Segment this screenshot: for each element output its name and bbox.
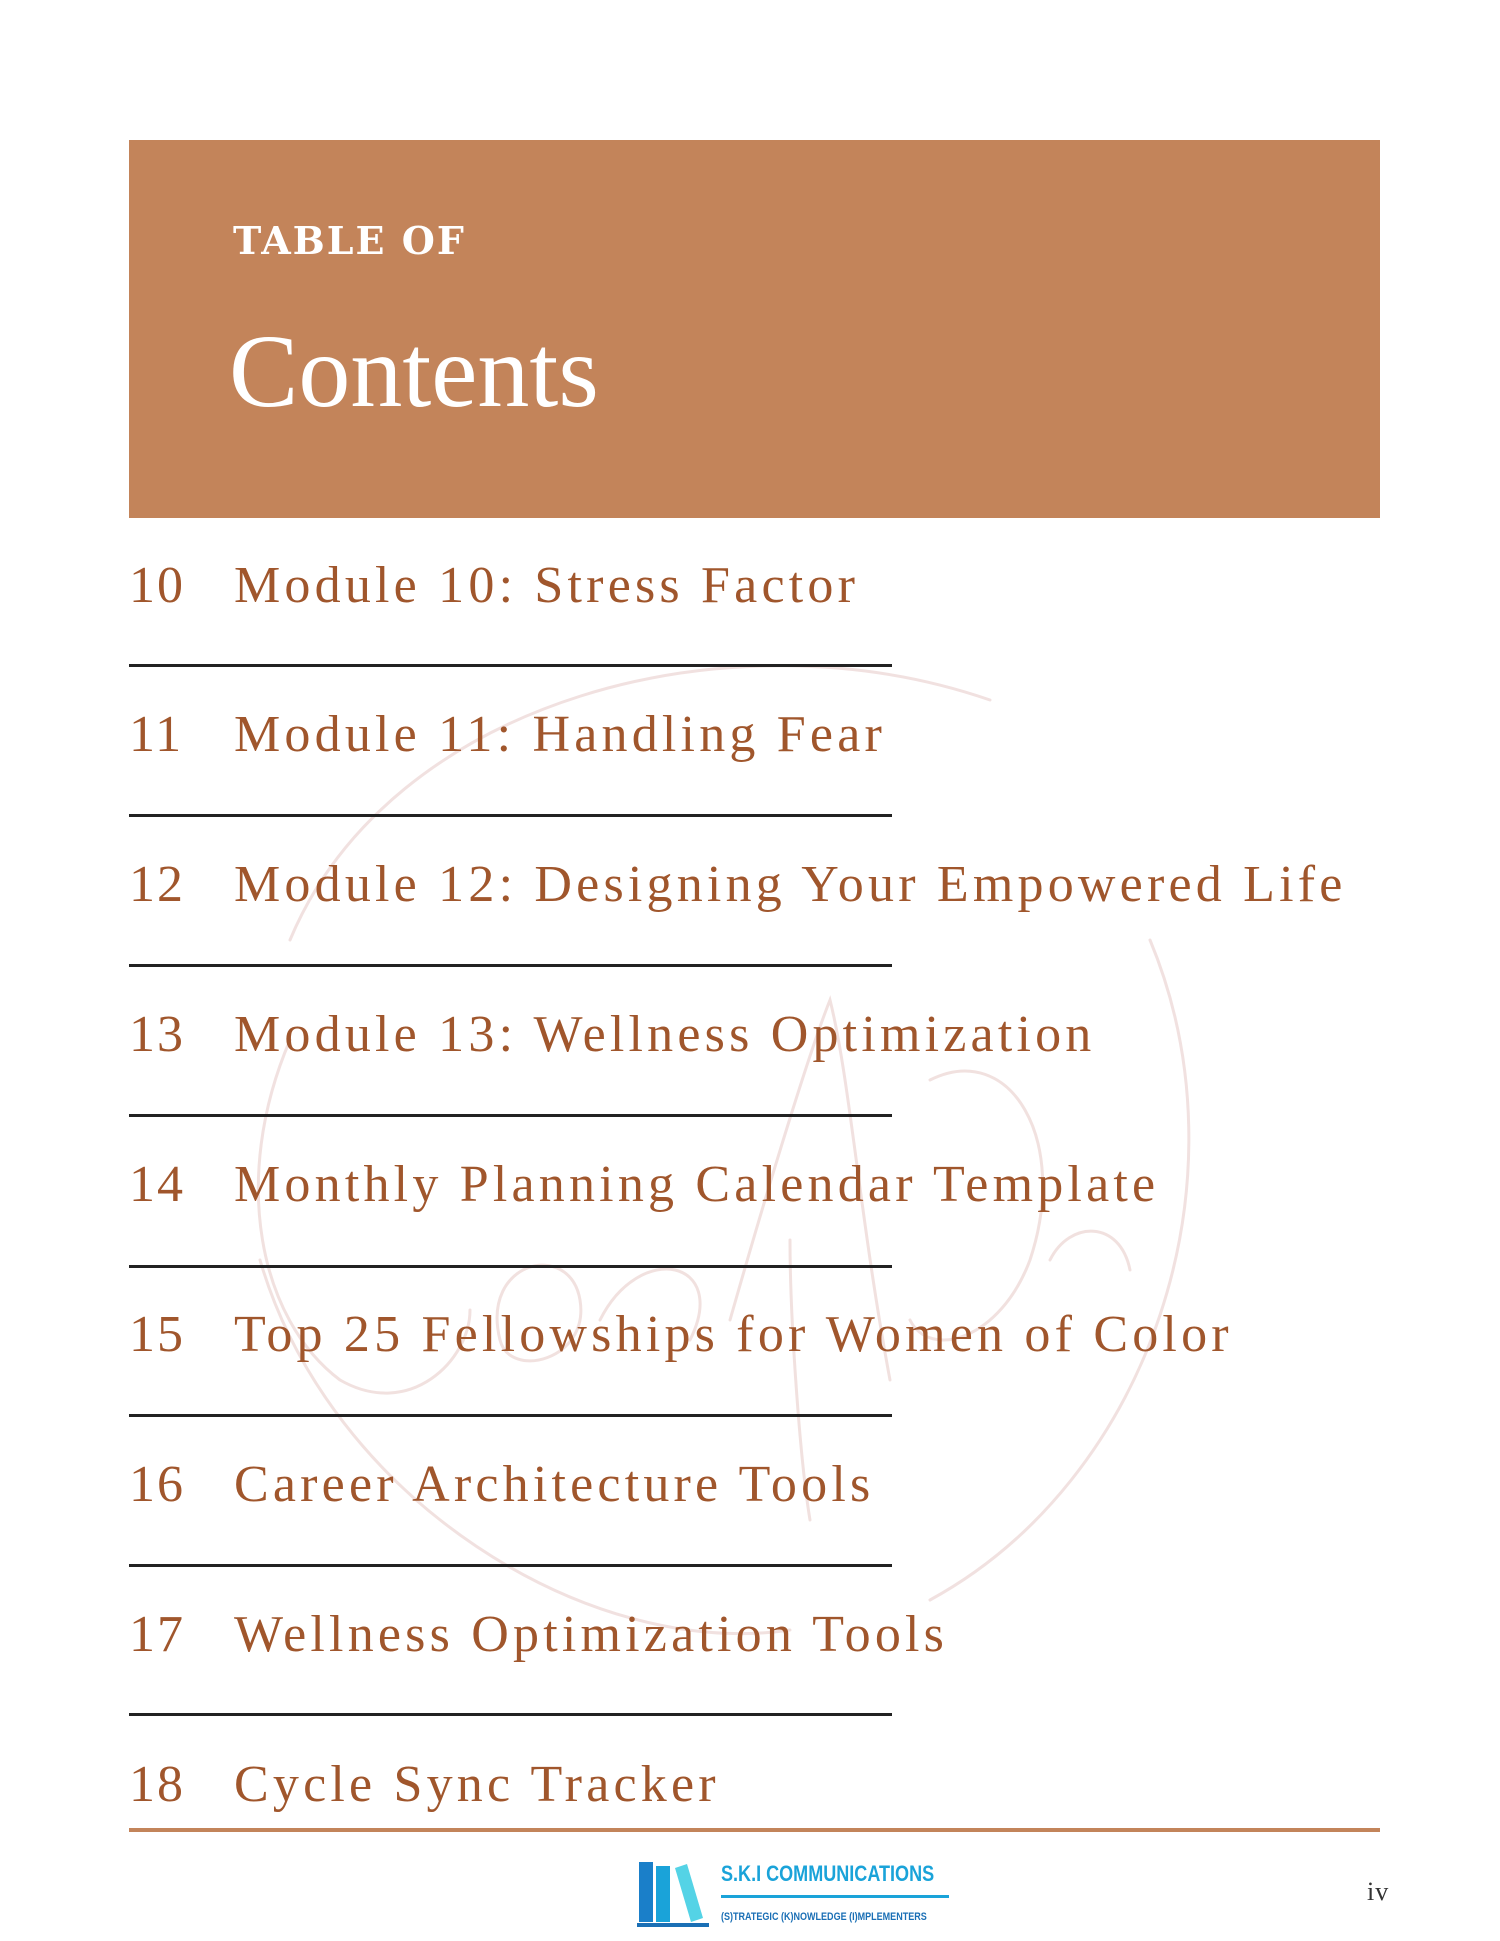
toc-entry-label: Top 25 Fellowships for Women of Color <box>234 1306 1233 1363</box>
page-title: Contents <box>229 314 599 429</box>
company-logo <box>637 1860 957 1932</box>
toc-entry-label: Cycle Sync Tracker <box>234 1756 720 1813</box>
toc-entry-18[interactable] <box>129 1755 1429 1815</box>
footer-divider <box>129 1828 1380 1832</box>
toc-page-number: 11 <box>129 706 184 763</box>
toc-divider <box>129 664 892 667</box>
toc-divider <box>129 964 892 967</box>
toc-entry-label: Career Architecture Tools <box>234 1456 875 1513</box>
toc-entry-11[interactable] <box>129 705 1429 765</box>
toc-page-number: 14 <box>129 1156 185 1213</box>
title-banner <box>129 140 1380 518</box>
toc-entry-label: Module 11: Handling Fear <box>234 706 887 763</box>
toc-entry-17[interactable] <box>129 1605 1429 1665</box>
toc-entry-10[interactable] <box>129 556 1429 616</box>
books-icon <box>637 1860 713 1928</box>
toc-divider <box>129 1114 892 1117</box>
toc-entry-15[interactable] <box>129 1305 1429 1365</box>
toc-divider <box>129 1713 892 1716</box>
logo-company-name: S.K.I COMMUNICATIONS <box>721 1861 935 1886</box>
toc-page-number: 10 <box>129 557 185 614</box>
toc-entry-label: Module 10: Stress Factor <box>234 557 860 614</box>
toc-entry-13[interactable] <box>129 1005 1429 1065</box>
toc-entry-label: Wellness Optimization Tools <box>234 1606 949 1663</box>
toc-divider <box>129 814 892 817</box>
toc-page-number: 16 <box>129 1456 185 1513</box>
toc-page-number: 13 <box>129 1006 185 1063</box>
toc-entry-label: Module 12: Designing Your Empowered Life <box>234 856 1347 913</box>
toc-entry-14[interactable] <box>129 1155 1429 1215</box>
toc-divider <box>129 1265 892 1268</box>
toc-entry-label: Module 13: Wellness Optimization <box>234 1006 1096 1063</box>
toc-page-number: 17 <box>129 1606 185 1663</box>
toc-entry-12[interactable] <box>129 855 1429 915</box>
toc-divider <box>129 1564 892 1567</box>
toc-page-number: 15 <box>129 1306 185 1363</box>
banner-kicker: TABLE OF <box>233 218 466 263</box>
toc-entry-16[interactable] <box>129 1455 1429 1515</box>
toc-page-number: 12 <box>129 856 185 913</box>
logo-underline <box>721 1895 949 1898</box>
toc-page-number: 18 <box>129 1756 185 1813</box>
page-number: iv <box>1367 1877 1390 1906</box>
logo-tagline: (S)TRATEGIC (K)NOWLEDGE (I)MPLEMENTERS <box>721 1911 927 1923</box>
toc-entry-label: Monthly Planning Calendar Template <box>234 1156 1160 1213</box>
toc-divider <box>129 1414 892 1417</box>
